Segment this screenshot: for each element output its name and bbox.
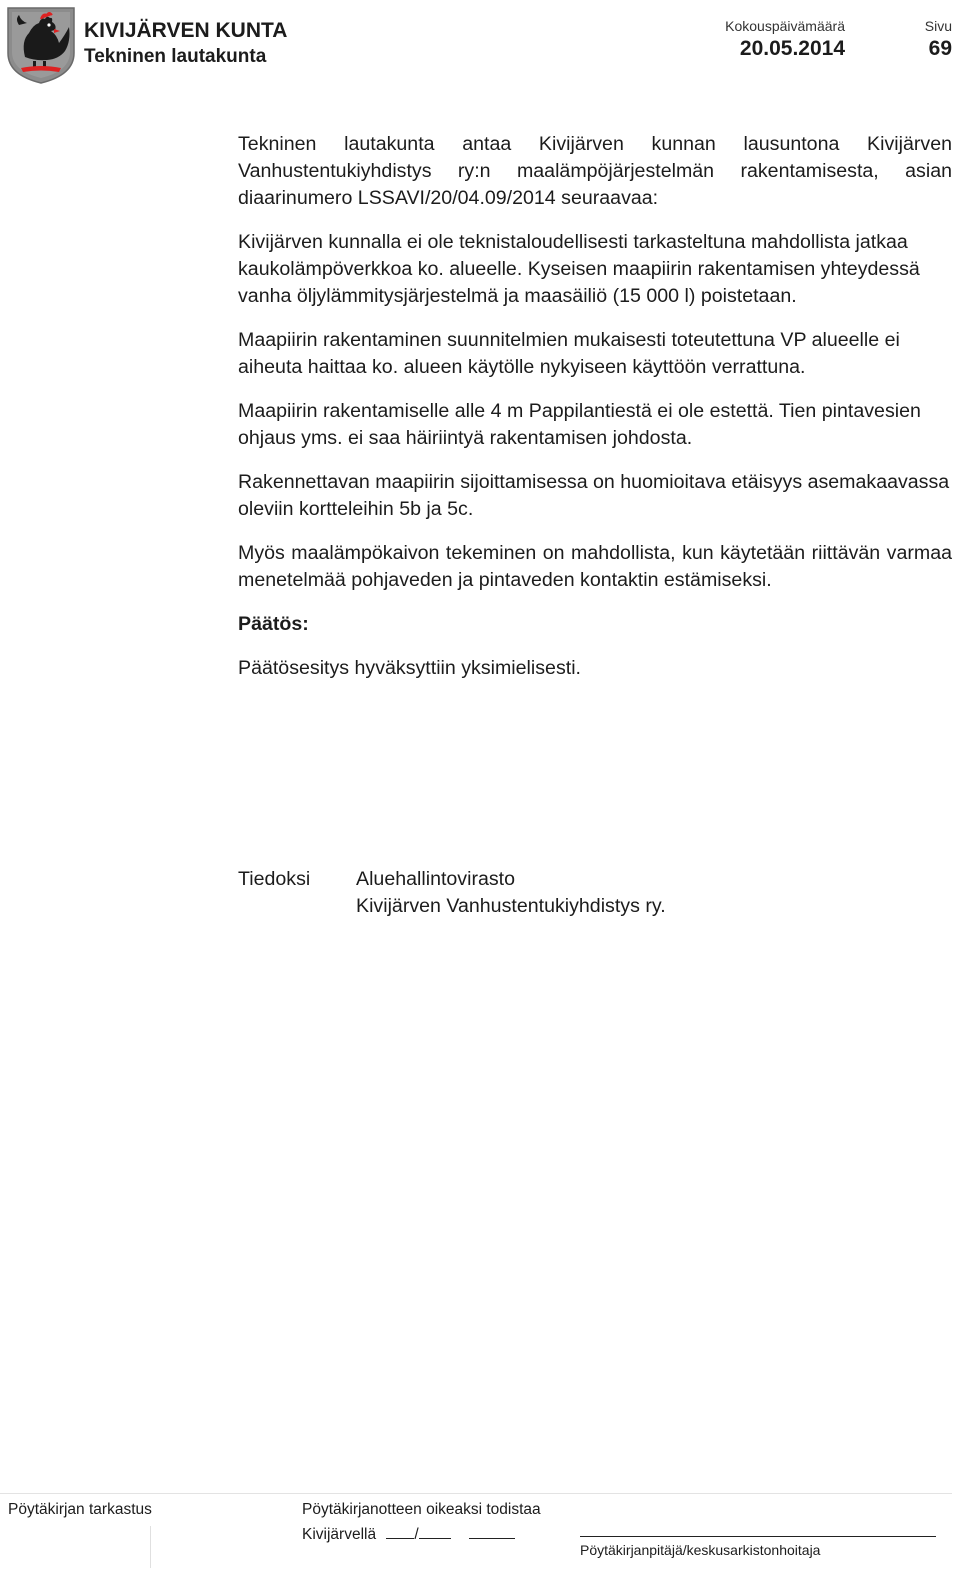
footer-divider [150, 1526, 151, 1568]
page-footer [0, 1493, 952, 1568]
signer-title: Pöytäkirjanpitäjä/keskusarkistonhoitaja [580, 1542, 821, 1558]
municipality-name: KIVIJÄRVEN KUNTA [84, 19, 288, 42]
recipient-item: Aluehallintovirasto [356, 868, 516, 890]
notice-label: Tiedoksi [238, 868, 311, 890]
header-organization [84, 18, 287, 70]
recipient-list [356, 866, 666, 920]
page-number: 69 [928, 37, 952, 60]
recipient-item: Kivijärven Vanhustentukiyhdistys ry. [356, 895, 666, 917]
year-blank [469, 1522, 515, 1539]
statement-paragraph: Tekninen lautakunta antaa Kivijärven kunnan lausuntona Kivijärven Vanhustentukiyhdistys ry:n maalämpöjärjestelmän rakentamisesta, asian diaarinumero LSSAVI/20/04.09/2014 seuraavaa: [238, 133, 952, 209]
decision-text: Päätösesitys hyväksyttiin yksimielisesti. [238, 657, 581, 679]
distance-paragraph: Rakennettavan maapiirin sijoittamisessa on huomioitava etäisyys asemakaavassa oleviin kortteleihin 5b ja 5c. [238, 471, 950, 520]
page-label: Sivu [924, 18, 952, 34]
meeting-date: 20.05.2014 [739, 37, 845, 60]
board-name: Tekninen lautakunta [84, 46, 267, 67]
day-blank [386, 1522, 414, 1539]
decision-heading: Päätös: [238, 613, 309, 635]
road-paragraph: Maapiirin rakentamiselle alle 4 m Pappilantiestä ei ole estettä. Tien pintavesien ohjaus yms. ei saa häiriintyä rakentamisen johdosta. [238, 400, 921, 449]
date-separator: / [414, 1526, 419, 1543]
month-blank [419, 1522, 451, 1539]
certify-place: Kivijärvellä [302, 1526, 377, 1543]
certify-label: Pöytäkirjanotteen oikeaksi todistaa [302, 1501, 541, 1518]
document-body [238, 131, 952, 699]
signature-line [580, 1536, 936, 1537]
vp-area-paragraph: Maapiirin rakentaminen suunnitelmien mukaisesti toteutettuna VP alueelle ei aiheuta haittaa ko. alueen käytölle nykyiseen käyttöön verrattuna. [238, 329, 900, 378]
district-heating-paragraph: Kivijärven kunnalla ei ole teknistaloudellisesti tarkasteltuna mahdollista jatkaa kaukolämpöverkkoa ko. alueelle. Kyseisen maapiirin rakentamisen yhteydessä vanha öljylämmitysjärjestelmä ja maasäiliö (15 000 l) poistetaan. [238, 231, 920, 307]
meeting-date-block [725, 16, 845, 62]
certify-place-date [302, 1522, 515, 1544]
review-label: Pöytäkirjan tarkastus [8, 1501, 152, 1518]
well-paragraph: Myös maalämpökaivon tekeminen on mahdollista, kun käytetään riittävän varmaa menetelmää pohjaveden ja pintaveden kontaktin estämiseksi. [238, 542, 952, 591]
coat-of-arms-icon [5, 5, 77, 85]
page-number-block [925, 16, 952, 62]
meeting-date-label: Kokouspäivämäärä [725, 18, 845, 34]
